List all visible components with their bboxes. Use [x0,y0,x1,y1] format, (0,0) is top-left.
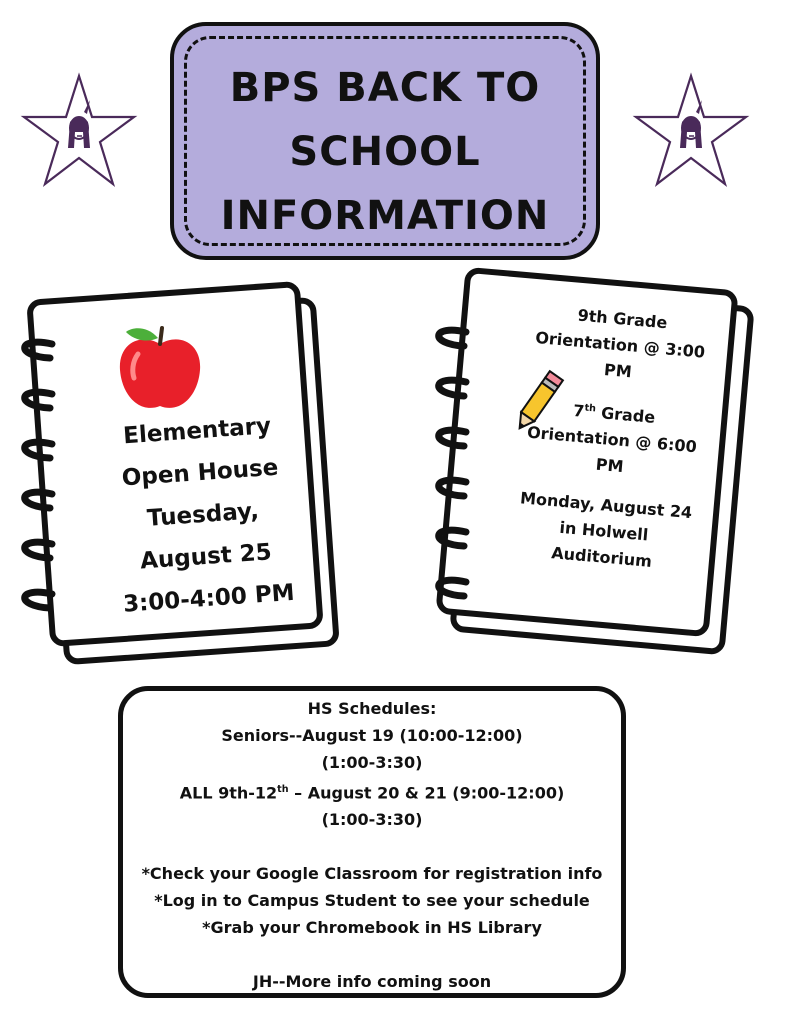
all-grades-suffix: th [277,784,289,795]
seventh-suffix: th [584,402,597,415]
hs-schedules-text [123,695,621,995]
campus-student-note: *Log in to Campus Student to see your schedule [154,891,590,911]
spiral-rings-icon [10,322,70,622]
chromebook-note: *Grab your Chromebook in HS Library [202,918,542,938]
star-logo-icon [20,72,138,190]
seventh-grade-line-3: PM [595,455,625,477]
chief-portrait-icon [68,100,90,148]
all-grades-dates: – August 20 & 21 (9:00-12:00) [288,783,565,803]
elementary-line-4: August 25 [139,539,273,575]
page-title [174,56,596,248]
hs-schedules-heading: HS Schedules: [307,699,437,718]
elementary-line-2: Open House [120,454,280,492]
jh-info-note: JH--More info coming soon [252,972,492,992]
orientation-date-line-2: in Holwell [558,518,649,545]
seventh-grade-line-2: Orientation @ 6:00 [526,422,698,457]
title-line-1: BPS BACK TO [229,65,541,111]
elementary-notebook [10,282,340,682]
orientation-date-line-1: Monday, August 24 [519,488,693,523]
seniors-schedule-pm: (1:00-3:30) [321,753,423,772]
seniors-schedule: Seniors--August 19 (10:00-12:00) [221,726,523,745]
google-classroom-note: *Check your Google Classroom for registration info [141,864,603,884]
title-line-2: SCHOOL [289,129,481,175]
elementary-line-1: Elementary [122,413,272,450]
seventh-grade-word: Grade [594,402,656,427]
spiral-rings-icon [422,310,482,610]
elementary-line-5: 3:00-4:00 PM [122,579,296,618]
ninth-grade-line-1: 9th Grade [576,305,669,333]
elementary-line-3: Tuesday, [146,498,260,532]
star-logo-icon [632,72,750,190]
apple-icon [110,318,210,418]
all-grades-prefix: ALL 9th-12 [179,783,278,803]
all-grades-schedule [123,776,621,806]
orientation-text [481,296,743,581]
all-grades-schedule-pm: (1:00-3:30) [321,810,423,830]
orientation-notebook [422,270,752,670]
chief-portrait-icon [680,100,702,148]
ninth-grade-line-2: Orientation @ 3:00 [534,327,706,362]
orientation-date-line-3: Auditorium [550,543,653,572]
hs-schedules-box [118,686,626,998]
title-line-3: INFORMATION [220,193,550,239]
elementary-open-house-text [83,402,323,627]
ninth-grade-line-3: PM [603,360,633,382]
seventh-number: 7 [572,400,586,421]
title-banner [170,22,600,260]
